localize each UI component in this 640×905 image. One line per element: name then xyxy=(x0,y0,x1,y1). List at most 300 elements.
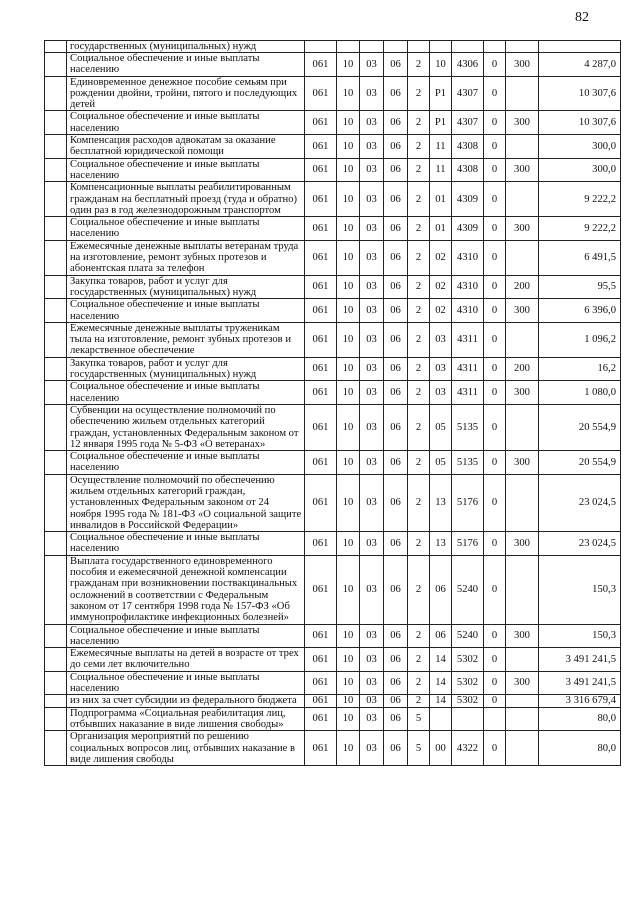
program-code: 06 xyxy=(384,322,408,357)
blank-cell xyxy=(45,532,67,556)
amount: 23 024,5 xyxy=(539,474,621,531)
section-code: 10 xyxy=(337,671,360,695)
subprogram-code: 2 xyxy=(408,111,430,135)
subsection-code: 03 xyxy=(360,451,384,475)
row-name: Социальное обеспечение и иные выплаты населению xyxy=(67,299,305,323)
expense-type-code xyxy=(506,707,539,731)
event-code: 10 xyxy=(430,53,452,77)
amount: 20 554,9 xyxy=(539,404,621,450)
extra-code: 0 xyxy=(484,299,506,323)
subsection-code: 03 xyxy=(360,381,384,405)
direction-code xyxy=(452,707,484,731)
event-code: 05 xyxy=(430,451,452,475)
subsection-code: 03 xyxy=(360,76,384,111)
subsection-code: 03 xyxy=(360,671,384,695)
table-body xyxy=(45,41,621,766)
section-code: 10 xyxy=(337,135,360,159)
amount: 4 287,0 xyxy=(539,53,621,77)
program-code: 06 xyxy=(384,532,408,556)
event-code: 01 xyxy=(430,217,452,241)
section-code: 10 xyxy=(337,322,360,357)
table-row xyxy=(45,474,621,531)
extra-code: 0 xyxy=(484,555,506,624)
blank-cell xyxy=(305,41,337,53)
blank-cell xyxy=(337,41,360,53)
event-code: 06 xyxy=(430,555,452,624)
subprogram-code: 2 xyxy=(408,299,430,323)
event-code: 02 xyxy=(430,240,452,275)
ved-code: 061 xyxy=(305,76,337,111)
subprogram-code: 2 xyxy=(408,357,430,381)
subprogram-code: 2 xyxy=(408,240,430,275)
direction-code: 5240 xyxy=(452,624,484,648)
ved-code: 061 xyxy=(305,624,337,648)
row-name: Социальное обеспечение и иные выплаты населению xyxy=(67,671,305,695)
program-code: 06 xyxy=(384,357,408,381)
extra-code: 0 xyxy=(484,53,506,77)
section-code: 10 xyxy=(337,532,360,556)
blank-cell xyxy=(45,135,67,159)
section-code: 10 xyxy=(337,182,360,217)
expense-type-code xyxy=(506,240,539,275)
program-code: 06 xyxy=(384,451,408,475)
subsection-code: 03 xyxy=(360,404,384,450)
section-code: 10 xyxy=(337,381,360,405)
program-code: 06 xyxy=(384,135,408,159)
row-name: Осуществление полномочий по обеспечению жильем отдельных категорий граждан, установленных Федеральным законом от 24 ноября 1995 года № 181-ФЗ «О социальной защите инвалидов в Российской Федерации» xyxy=(67,474,305,531)
row-name: Социальное обеспечение и иные выплаты населению xyxy=(67,111,305,135)
amount: 80,0 xyxy=(539,731,621,766)
section-code: 10 xyxy=(337,53,360,77)
direction-code: 4306 xyxy=(452,53,484,77)
blank-cell xyxy=(45,182,67,217)
ved-code: 061 xyxy=(305,217,337,241)
ved-code: 061 xyxy=(305,555,337,624)
table-row xyxy=(45,381,621,405)
amount: 3 491 241,5 xyxy=(539,648,621,672)
subprogram-code: 2 xyxy=(408,648,430,672)
ved-code: 061 xyxy=(305,322,337,357)
table-row xyxy=(45,357,621,381)
direction-code: 4308 xyxy=(452,158,484,182)
event-code: 01 xyxy=(430,182,452,217)
direction-code: 4322 xyxy=(452,731,484,766)
section-code: 10 xyxy=(337,695,360,707)
blank-cell xyxy=(45,648,67,672)
row-name: Компенсация расходов адвокатам за оказание бесплатной юридической помощи xyxy=(67,135,305,159)
subprogram-code: 5 xyxy=(408,731,430,766)
subsection-code: 03 xyxy=(360,53,384,77)
extra-code: 0 xyxy=(484,624,506,648)
program-code: 06 xyxy=(384,53,408,77)
table-row xyxy=(45,135,621,159)
ved-code: 061 xyxy=(305,451,337,475)
blank-cell xyxy=(45,76,67,111)
expense-type-code: 300 xyxy=(506,381,539,405)
extra-code: 0 xyxy=(484,671,506,695)
direction-code: 5302 xyxy=(452,695,484,707)
extra-code: 0 xyxy=(484,158,506,182)
amount: 95,5 xyxy=(539,275,621,299)
extra-code: 0 xyxy=(484,381,506,405)
expense-type-code xyxy=(506,182,539,217)
ved-code: 061 xyxy=(305,648,337,672)
blank-cell xyxy=(45,217,67,241)
subsection-code: 03 xyxy=(360,240,384,275)
blank-cell xyxy=(506,41,539,53)
table-row xyxy=(45,322,621,357)
ved-code: 061 xyxy=(305,111,337,135)
page-number: 82 xyxy=(575,10,589,25)
blank-cell xyxy=(45,275,67,299)
subsection-code: 03 xyxy=(360,299,384,323)
extra-code: 0 xyxy=(484,182,506,217)
blank-cell xyxy=(45,451,67,475)
expense-type-code xyxy=(506,695,539,707)
program-code: 06 xyxy=(384,474,408,531)
row-name: из них за счет субсидии из федерального бюджета xyxy=(67,695,305,707)
subsection-code: 03 xyxy=(360,707,384,731)
blank-cell xyxy=(45,41,67,53)
subsection-code: 03 xyxy=(360,695,384,707)
section-code: 10 xyxy=(337,474,360,531)
expense-type-code xyxy=(506,731,539,766)
ved-code: 061 xyxy=(305,158,337,182)
subprogram-code: 2 xyxy=(408,404,430,450)
direction-code: 4311 xyxy=(452,381,484,405)
event-code: 00 xyxy=(430,731,452,766)
amount: 9 222,2 xyxy=(539,182,621,217)
row-name: Ежемесячные выплаты на детей в возрасте от трех до семи лет включительно xyxy=(67,648,305,672)
subsection-code: 03 xyxy=(360,648,384,672)
subprogram-code: 2 xyxy=(408,158,430,182)
subsection-code: 03 xyxy=(360,731,384,766)
direction-code: 4311 xyxy=(452,322,484,357)
blank-cell xyxy=(45,731,67,766)
subsection-code: 03 xyxy=(360,532,384,556)
direction-code: 4307 xyxy=(452,111,484,135)
program-code: 06 xyxy=(384,624,408,648)
subprogram-code: 2 xyxy=(408,532,430,556)
event-code: 13 xyxy=(430,474,452,531)
subprogram-code: 2 xyxy=(408,671,430,695)
program-code: 06 xyxy=(384,158,408,182)
subprogram-code: 2 xyxy=(408,555,430,624)
subsection-code: 03 xyxy=(360,182,384,217)
program-code: 06 xyxy=(384,240,408,275)
blank-cell xyxy=(45,555,67,624)
event-code: 06 xyxy=(430,624,452,648)
blank-cell xyxy=(430,41,452,53)
expense-type-code: 300 xyxy=(506,451,539,475)
program-code: 06 xyxy=(384,381,408,405)
extra-code: 0 xyxy=(484,111,506,135)
extra-code: 0 xyxy=(484,695,506,707)
ved-code: 061 xyxy=(305,275,337,299)
ved-code: 061 xyxy=(305,671,337,695)
extra-code: 0 xyxy=(484,404,506,450)
extra-code: 0 xyxy=(484,451,506,475)
blank-cell xyxy=(539,41,621,53)
ved-code: 061 xyxy=(305,474,337,531)
event-code: 14 xyxy=(430,695,452,707)
amount: 150,3 xyxy=(539,555,621,624)
table-row xyxy=(45,707,621,731)
amount: 16,2 xyxy=(539,357,621,381)
expense-type-code: 300 xyxy=(506,624,539,648)
table-row xyxy=(45,217,621,241)
table-row xyxy=(45,404,621,450)
subprogram-code: 2 xyxy=(408,624,430,648)
extra-code: 0 xyxy=(484,532,506,556)
ved-code: 061 xyxy=(305,53,337,77)
event-code: 14 xyxy=(430,671,452,695)
ved-code: 061 xyxy=(305,707,337,731)
amount: 6 491,5 xyxy=(539,240,621,275)
event-code: P1 xyxy=(430,111,452,135)
event-code: 13 xyxy=(430,532,452,556)
row-name: Социальное обеспечение и иные выплаты населению xyxy=(67,53,305,77)
program-code: 06 xyxy=(384,111,408,135)
subprogram-code: 2 xyxy=(408,76,430,111)
blank-cell xyxy=(45,53,67,77)
direction-code: 4311 xyxy=(452,357,484,381)
table-row xyxy=(45,111,621,135)
blank-cell xyxy=(452,41,484,53)
extra-code: 0 xyxy=(484,135,506,159)
amount: 10 307,6 xyxy=(539,76,621,111)
subprogram-code: 2 xyxy=(408,695,430,707)
blank-cell xyxy=(45,404,67,450)
subsection-code: 03 xyxy=(360,555,384,624)
table-row xyxy=(45,76,621,111)
blank-cell xyxy=(408,41,430,53)
subsection-code: 03 xyxy=(360,474,384,531)
subsection-code: 03 xyxy=(360,624,384,648)
table-row xyxy=(45,648,621,672)
direction-code: 4307 xyxy=(452,76,484,111)
row-name: Единовременное денежное пособие семьям при рождении двойни, тройни, пятого и последующих детей xyxy=(67,76,305,111)
extra-code: 0 xyxy=(484,76,506,111)
blank-cell xyxy=(45,322,67,357)
program-code: 06 xyxy=(384,404,408,450)
program-code: 06 xyxy=(384,182,408,217)
extra-code: 0 xyxy=(484,648,506,672)
table-row xyxy=(45,240,621,275)
amount: 150,3 xyxy=(539,624,621,648)
program-code: 06 xyxy=(384,217,408,241)
amount: 10 307,6 xyxy=(539,111,621,135)
expense-type-code: 200 xyxy=(506,357,539,381)
section-code: 10 xyxy=(337,555,360,624)
continuation-row xyxy=(45,41,621,53)
direction-code: 5135 xyxy=(452,451,484,475)
expense-type-code xyxy=(506,322,539,357)
row-name: Закупка товаров, работ и услуг для государственных (муниципальных) нужд xyxy=(67,357,305,381)
table-row xyxy=(45,158,621,182)
program-code: 06 xyxy=(384,671,408,695)
section-code: 10 xyxy=(337,624,360,648)
subsection-code: 03 xyxy=(360,217,384,241)
amount: 1 096,2 xyxy=(539,322,621,357)
extra-code: 0 xyxy=(484,357,506,381)
blank-cell xyxy=(45,671,67,695)
direction-code: 5240 xyxy=(452,555,484,624)
program-code: 06 xyxy=(384,555,408,624)
event-code: 03 xyxy=(430,322,452,357)
ved-code: 061 xyxy=(305,240,337,275)
extra-code xyxy=(484,707,506,731)
blank-cell xyxy=(45,111,67,135)
ved-code: 061 xyxy=(305,182,337,217)
subprogram-code: 2 xyxy=(408,474,430,531)
section-code: 10 xyxy=(337,111,360,135)
event-code: P1 xyxy=(430,76,452,111)
amount: 20 554,9 xyxy=(539,451,621,475)
extra-code: 0 xyxy=(484,322,506,357)
expense-type-code xyxy=(506,648,539,672)
subprogram-code: 2 xyxy=(408,322,430,357)
ved-code: 061 xyxy=(305,731,337,766)
extra-code: 0 xyxy=(484,275,506,299)
blank-cell xyxy=(45,624,67,648)
ved-code: 061 xyxy=(305,404,337,450)
subprogram-code: 2 xyxy=(408,217,430,241)
subsection-code: 03 xyxy=(360,322,384,357)
section-code: 10 xyxy=(337,275,360,299)
ved-code: 061 xyxy=(305,695,337,707)
expense-type-code: 300 xyxy=(506,217,539,241)
section-code: 10 xyxy=(337,240,360,275)
event-code: 03 xyxy=(430,381,452,405)
row-name: Социальное обеспечение и иные выплаты населению xyxy=(67,217,305,241)
amount: 6 396,0 xyxy=(539,299,621,323)
section-code: 10 xyxy=(337,731,360,766)
direction-code: 4310 xyxy=(452,240,484,275)
section-code: 10 xyxy=(337,648,360,672)
expense-type-code: 300 xyxy=(506,532,539,556)
program-code: 06 xyxy=(384,707,408,731)
event-code: 14 xyxy=(430,648,452,672)
direction-code: 5302 xyxy=(452,648,484,672)
blank-cell xyxy=(360,41,384,53)
ved-code: 061 xyxy=(305,381,337,405)
ved-code: 061 xyxy=(305,357,337,381)
event-code: 02 xyxy=(430,299,452,323)
blank-cell xyxy=(45,707,67,731)
amount: 300,0 xyxy=(539,135,621,159)
subprogram-code: 2 xyxy=(408,451,430,475)
program-code: 06 xyxy=(384,299,408,323)
section-code: 10 xyxy=(337,158,360,182)
expense-type-code: 300 xyxy=(506,53,539,77)
blank-cell xyxy=(45,357,67,381)
section-code: 10 xyxy=(337,707,360,731)
row-name: Социальное обеспечение и иные выплаты населению xyxy=(67,158,305,182)
row-name: Социальное обеспечение и иные выплаты населению xyxy=(67,381,305,405)
program-code: 06 xyxy=(384,275,408,299)
row-name: Закупка товаров, работ и услуг для государственных (муниципальных) нужд xyxy=(67,275,305,299)
subprogram-code: 2 xyxy=(408,381,430,405)
table-row xyxy=(45,532,621,556)
amount: 80,0 xyxy=(539,707,621,731)
expense-type-code: 300 xyxy=(506,671,539,695)
table-row xyxy=(45,299,621,323)
section-code: 10 xyxy=(337,299,360,323)
direction-code: 5176 xyxy=(452,474,484,531)
section-code: 10 xyxy=(337,451,360,475)
blank-cell xyxy=(45,695,67,707)
subsection-code: 03 xyxy=(360,111,384,135)
section-code: 10 xyxy=(337,357,360,381)
program-code: 06 xyxy=(384,648,408,672)
table-row xyxy=(45,53,621,77)
expense-type-code xyxy=(506,474,539,531)
section-code: 10 xyxy=(337,76,360,111)
row-name: Социальное обеспечение и иные выплаты населению xyxy=(67,451,305,475)
expense-type-code xyxy=(506,404,539,450)
blank-cell xyxy=(45,240,67,275)
extra-code: 0 xyxy=(484,217,506,241)
subprogram-code: 2 xyxy=(408,135,430,159)
row-name: Ежемесячные денежные выплаты труженикам тыла на изготовление, ремонт зубных протезов и лекарственное обеспечение xyxy=(67,322,305,357)
subsection-code: 03 xyxy=(360,135,384,159)
extra-code: 0 xyxy=(484,474,506,531)
amount: 300,0 xyxy=(539,158,621,182)
direction-code: 5135 xyxy=(452,404,484,450)
subprogram-code: 2 xyxy=(408,182,430,217)
direction-code: 4310 xyxy=(452,275,484,299)
expense-type-code: 300 xyxy=(506,158,539,182)
program-code: 06 xyxy=(384,76,408,111)
amount: 3 491 241,5 xyxy=(539,671,621,695)
blank-cell xyxy=(45,158,67,182)
row-name: Подпрограмма «Социальная реабилитация лиц, отбывших наказание в виде лишения свободы» xyxy=(67,707,305,731)
table-row xyxy=(45,695,621,707)
direction-code: 4310 xyxy=(452,299,484,323)
expense-type-code xyxy=(506,135,539,159)
blank-cell xyxy=(45,474,67,531)
ved-code: 061 xyxy=(305,135,337,159)
event-code: 02 xyxy=(430,275,452,299)
amount: 23 024,5 xyxy=(539,532,621,556)
event-code: 11 xyxy=(430,158,452,182)
program-code: 06 xyxy=(384,695,408,707)
table-row xyxy=(45,671,621,695)
event-code: 05 xyxy=(430,404,452,450)
blank-cell xyxy=(384,41,408,53)
subprogram-code: 5 xyxy=(408,707,430,731)
row-name: Субвенции на осуществление полномочий по обеспечению жильем отдельных категорий граждан, установленных Федеральным законом от 12 января 1995 года № 5-ФЗ «О ветеранах» xyxy=(67,404,305,450)
expense-type-code xyxy=(506,555,539,624)
blank-cell xyxy=(484,41,506,53)
event-code xyxy=(430,707,452,731)
extra-code: 0 xyxy=(484,240,506,275)
blank-cell xyxy=(45,381,67,405)
blank-cell xyxy=(45,299,67,323)
expense-type-code: 300 xyxy=(506,111,539,135)
row-name: Организация мероприятий по решению социальных вопросов лиц, отбывших наказание в виде лишения свободы xyxy=(67,731,305,766)
section-code: 10 xyxy=(337,404,360,450)
table-row xyxy=(45,624,621,648)
subprogram-code: 2 xyxy=(408,53,430,77)
ved-code: 061 xyxy=(305,299,337,323)
direction-code: 4308 xyxy=(452,135,484,159)
budget-table xyxy=(44,40,621,766)
amount: 1 080,0 xyxy=(539,381,621,405)
table-row xyxy=(45,555,621,624)
direction-code: 5302 xyxy=(452,671,484,695)
